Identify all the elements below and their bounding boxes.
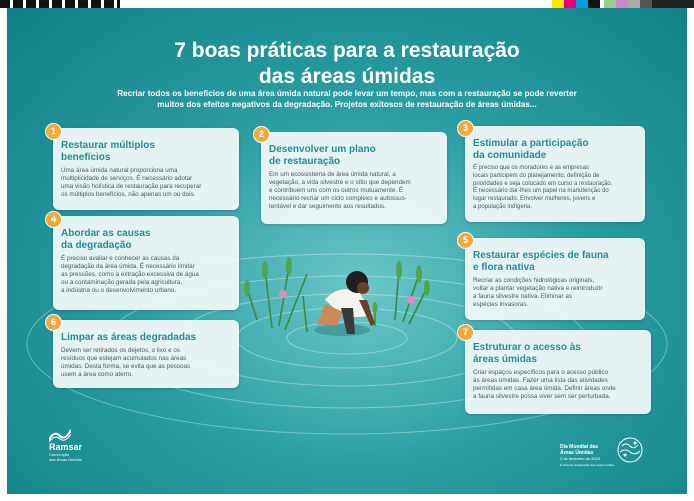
world-wetlands-day-globe-icon [613,436,647,464]
practice-4-text: É preciso avaliar e conhecer as causas da degradação da área úmida. É necessário limitar as pressões, como a extração excessiva de água ou a contaminação gerada pela agricultura, a indústria ou o desenvolvimento urbano. [61,255,199,294]
footer-line-1: Dia Mundial das [560,444,599,450]
practice-2-title: Desenvolver um plano de restauração [269,144,376,167]
practice-5-title: Restaurar espécies de fauna e flora nativa [473,250,609,273]
footer-line-3: 2 de fevereiro de 2023 [560,456,601,461]
practice-3-badge: 3 [457,120,474,137]
practice-4-title: Abordar as causas da degradação [61,228,151,251]
ramsar-logo-icon [49,428,71,442]
page-subtitle [77,88,617,110]
practice-4-badge: 4 [45,211,62,228]
practice-card-2 [261,132,447,224]
practice-3-text: É preciso que os moradores e as empresas locais participem do planejamento, definição de prioridades e seja colocado em curso a restauração. É necessário dar-lhes um papel na manutenção do lugar restaurado. Envolver mulheres, jovens e a população indígena. [473,165,613,210]
subtitle-line-1: Recriar todos os benefícios de uma área úmida natural pode levar um tempo, mas com a restauração se pode reverter [117,89,577,98]
practice-1-title: Restaurar múltiplos benefícios [61,140,155,163]
practice-1-badge: 1 [45,123,62,140]
practice-card-3 [465,126,645,222]
practice-6-title: Limpar as áreas degradadas [61,332,197,343]
ramsar-logo [49,428,82,462]
ramsar-logo-tag-2: das Áreas Úmidas [49,457,82,462]
print-registration-bar-right [552,0,694,8]
practice-2-text: Em um ecossistema de área úmida natural, a vegetação, a vida silvestre e o sítio que dependem e contribuem uns com os outros mutuamente. É necessário recriar um ciclo complexo e autossus- tentável e dar seguimento aos resultados. [269,171,411,210]
practice-3-title: Estimular a participação da comunidade [473,138,589,161]
practice-card-6 [53,320,239,388]
practice-1-text: Uma área úmida natural proporciona uma multiplicidade de serviços. É necessário adotar uma visão holística de restauração para recuperar os múltiplos benefícios, não apenas um ou dois. [61,167,202,198]
practice-5-text: Recriar as condições hidrológicas originais, voltar a plantar vegetação nativa e reintroduzir a fauna silvestre nativa. Eliminar as espécies invasoras. [473,277,603,308]
page-title-line-2: das áreas úmidas [258,65,436,88]
practice-6-badge: 6 [45,314,62,331]
practice-card-1 [53,128,239,210]
practice-7-badge: 7 [457,324,474,341]
world-wetlands-day-text [560,444,614,467]
practice-card-4 [53,216,239,310]
practice-7-title: Estruturar o acesso às áreas úmidas [473,342,581,365]
practice-5-badge: 5 [457,232,474,249]
footer-line-4: É hora da restauração das áreas úmidas [560,463,615,467]
practice-6-text: Devem ser retirados os dejetos, o lixo e os resíduos que estejam acumulados nas áreas úmidas. Desta forma, se evita que as pessoas usem a área como aterro. [61,347,191,378]
practice-card-7 [465,330,651,414]
footer-line-2: Áreas Úmidas [560,450,594,456]
print-registration-bar-left [0,0,120,8]
ramsar-logo-name: Ramsar [49,442,83,452]
infographic-poster [7,8,687,494]
practice-7-text: Criar espaços específicos para o acesso público às áreas úmidas. Fazer uma lista das atividades permitidas em casa área úmida. Definir áreas onde a fauna silvestre possa viver sem ser perturbada. [473,369,616,400]
practice-2-badge: 2 [253,126,270,143]
subtitle-line-2: muitos dos efeitos negativos da degradação. Projetos exitosos de restauração de áreas úmidas... [157,100,537,109]
practice-card-5 [465,238,645,320]
ramsar-logo-tag-1: Convenção [49,452,70,457]
page-title-line-1: 7 boas práticas para a restauração [174,39,520,62]
